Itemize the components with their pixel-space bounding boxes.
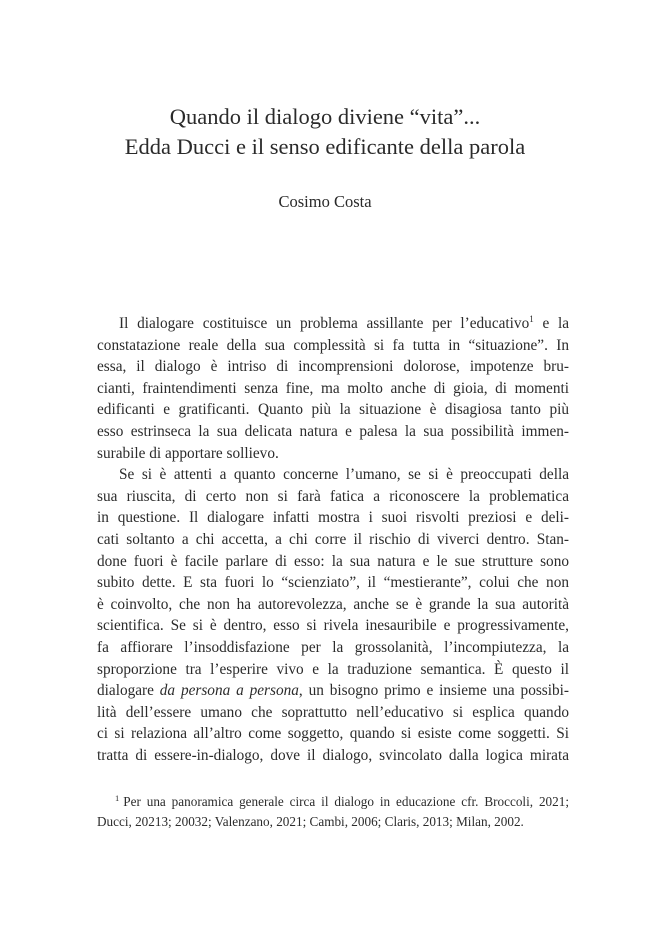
text-line: lità dell’essere umano che soprattutto nell’educativo si esplica quando bbox=[97, 703, 569, 721]
article-title bbox=[0, 102, 650, 162]
footnote-mark: 1 bbox=[115, 793, 120, 803]
text-line: essa, il dialogo è intriso di incomprensioni dolorose, impotenze bru- bbox=[97, 358, 569, 376]
text-line: Il dialogare costituisce un problema assillante per l’educativo$^1$ e la bbox=[119, 314, 569, 332]
italic-phrase: da persona a persona bbox=[159, 682, 299, 700]
text-line: in questione. Il dialogare infatti mostra i suoi risvolti preziosi e deli- bbox=[97, 509, 569, 527]
text-line: tratta di essere-in-dialogo, dove il dialogo, svincolato dalla logica mirata bbox=[97, 746, 569, 764]
title-line-2: Edda Ducci e il senso edificante della parola bbox=[124, 134, 526, 159]
footnote-reference[interactable]: 1 bbox=[529, 314, 534, 324]
footnote bbox=[97, 792, 569, 832]
title-line-1: Quando il dialogo diviene “vita”... bbox=[169, 104, 481, 129]
text-line: Se si è attenti a quanto concerne l’umano, se si è preoccupati della bbox=[119, 466, 569, 484]
text-line: ci si relaziona all’altro come soggetto, quando si esiste come soggetti. Si bbox=[97, 725, 569, 743]
text-line: cati soltanto a chi accetta, a chi corre il rischio di viverci dentro. Stan- bbox=[97, 530, 569, 548]
author-name: Cosimo Costa bbox=[278, 192, 372, 211]
body-text bbox=[97, 313, 569, 766]
text-line: cianti, fraintendimenti senza fine, ma molto anche di gioia, di momenti bbox=[97, 379, 569, 397]
text-line: surabile di apportare sollievo. bbox=[97, 444, 279, 462]
paragraph-1 bbox=[97, 313, 569, 464]
footnote-line: $^1$ Per una panoramica generale circa il dialogo in educazione cfr. Broccoli, 2021; bbox=[115, 793, 569, 809]
text-line-with-italic: dialogare da persona a persona, un bisogno primo e insieme una possibi- bbox=[97, 682, 570, 700]
text-line: sproporzione tra l’esperire vivo e la traduzione semantica. È questo il bbox=[97, 660, 569, 678]
text-line: esso estrinseca la sua delicata natura e palesa la sua possibilità immen- bbox=[97, 422, 569, 440]
text-line: constatazione reale della sua complessità si fa tutta in “situazione”. In bbox=[97, 336, 569, 354]
paragraph-2 bbox=[97, 464, 569, 766]
text-line: scientifica. Se si è dentro, esso si rivela inesauribile e progressivamente, bbox=[97, 617, 569, 635]
footnote-line: Ducci, 20213; 20032; Valenzano, 2021; Cambi, 2006; Claris, 2013; Milan, 2002. bbox=[97, 814, 524, 829]
text-line: done fuori è facile parlare di esso: la sua natura e le sue strutture sono bbox=[97, 552, 569, 570]
text-line: è coinvolto, che non ha autorevolezza, anche se è grande la sua autorità bbox=[97, 595, 569, 613]
text-line: sua riuscita, di certo non si farà fatica a riconoscere la problematica bbox=[97, 487, 569, 505]
text-line: fa affiorare l’insoddisfazione per la grossolanità, l’incompiutezza, la bbox=[97, 638, 569, 656]
text-line: edificanti e gratificanti. Quanto più la situazione è disagiosa tanto più bbox=[97, 401, 569, 419]
text-line: subito dette. E sta fuori lo “scienziato”, il “mestierante”, colui che non bbox=[97, 574, 569, 592]
